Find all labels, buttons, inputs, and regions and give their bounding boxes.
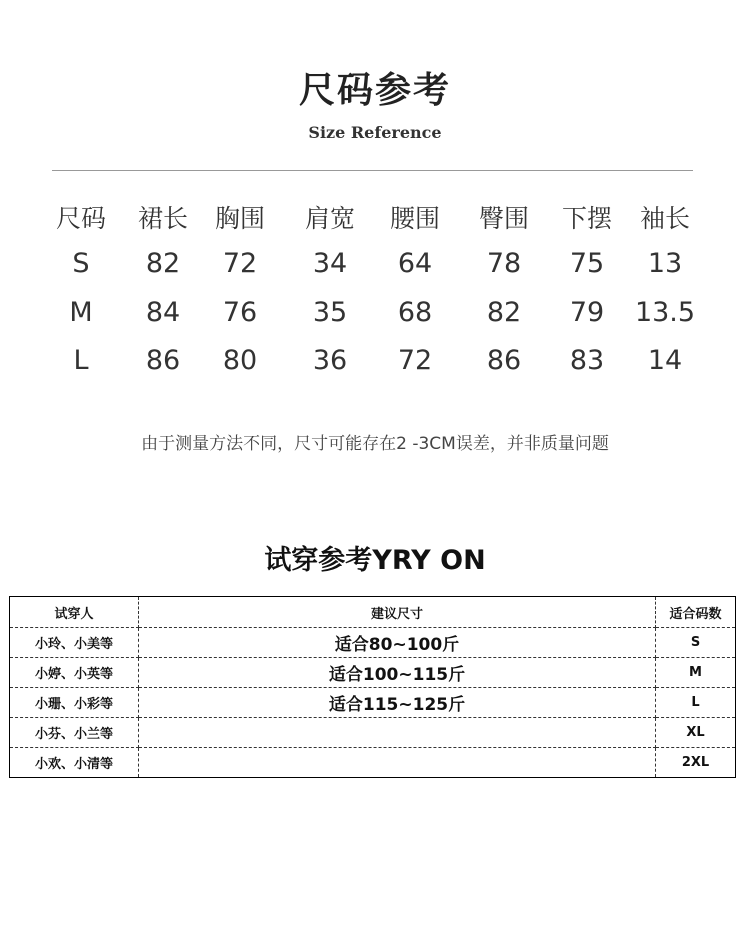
size-reference-title: 尺码参考 [298, 70, 451, 111]
fit-size: M [656, 658, 736, 688]
size-cell: 34 [312, 248, 348, 279]
fit-size: XL [656, 718, 736, 748]
size-cell: 36 [312, 345, 348, 376]
size-cell: 35 [312, 297, 348, 328]
size-reference-subtitle: Size Reference [308, 123, 442, 142]
suggested-weight [139, 718, 656, 748]
size-cell: 14 [647, 345, 683, 376]
size-cell: 13.5 [634, 297, 696, 328]
table-row [10, 688, 736, 718]
suggested-weight: 适合115~125斤 [139, 688, 656, 718]
size-cell: 64 [397, 248, 433, 279]
size-cell: 86 [486, 345, 522, 376]
header-tester: 试穿人 [10, 597, 139, 628]
divider-line [52, 170, 693, 171]
header-suggested-size: 建议尺寸 [139, 597, 656, 628]
size-cell: 82 [145, 248, 181, 279]
suggested-weight [139, 748, 656, 778]
header-hem: 下摆 [561, 204, 613, 233]
size-cell: L [73, 345, 89, 376]
measurement-note: 由于测量方法不同，尺寸可能存在2 -3CM误差，并非质量问题 [141, 434, 609, 454]
tester-name: 小婷、小英等 [10, 658, 139, 688]
header-waist: 腰围 [389, 204, 441, 233]
table-header-row [10, 597, 736, 628]
tester-name: 小欢、小清等 [10, 748, 139, 778]
size-cell: 68 [397, 297, 433, 328]
suggested-weight: 适合100~115斤 [139, 658, 656, 688]
size-cell: S [72, 248, 90, 279]
fit-size: 2XL [656, 748, 736, 778]
tester-name: 小珊、小彩等 [10, 688, 139, 718]
size-cell: 79 [569, 297, 605, 328]
size-cell: 82 [486, 297, 522, 328]
size-cell: 80 [222, 345, 258, 376]
header-size: 尺码 [55, 204, 107, 233]
size-cell: 72 [397, 345, 433, 376]
table-row [10, 628, 736, 658]
tester-name: 小玲、小美等 [10, 628, 139, 658]
header-sleeve: 袖长 [639, 204, 691, 233]
header-shoulder: 肩宽 [304, 204, 356, 233]
fit-size: S [656, 628, 736, 658]
tester-name: 小芬、小兰等 [10, 718, 139, 748]
table-row [10, 658, 736, 688]
size-cell: 84 [145, 297, 181, 328]
size-cell: 13 [647, 248, 683, 279]
size-cell: 76 [222, 297, 258, 328]
fit-size: L [656, 688, 736, 718]
size-cell: 86 [145, 345, 181, 376]
size-cell: 83 [569, 345, 605, 376]
header-bust: 胸围 [214, 204, 266, 233]
header-hip: 臀围 [478, 204, 530, 233]
try-on-title: 试穿参考YRY ON [264, 545, 486, 576]
header-fit-size: 适合码数 [656, 597, 736, 628]
size-cell: M [69, 297, 93, 328]
try-on-table [9, 596, 736, 778]
header-skirt-length: 裙长 [137, 204, 189, 233]
size-cell: 75 [569, 248, 605, 279]
table-row [10, 718, 736, 748]
table-row [10, 748, 736, 778]
size-cell: 78 [486, 248, 522, 279]
suggested-weight: 适合80~100斤 [139, 628, 656, 658]
size-cell: 72 [222, 248, 258, 279]
